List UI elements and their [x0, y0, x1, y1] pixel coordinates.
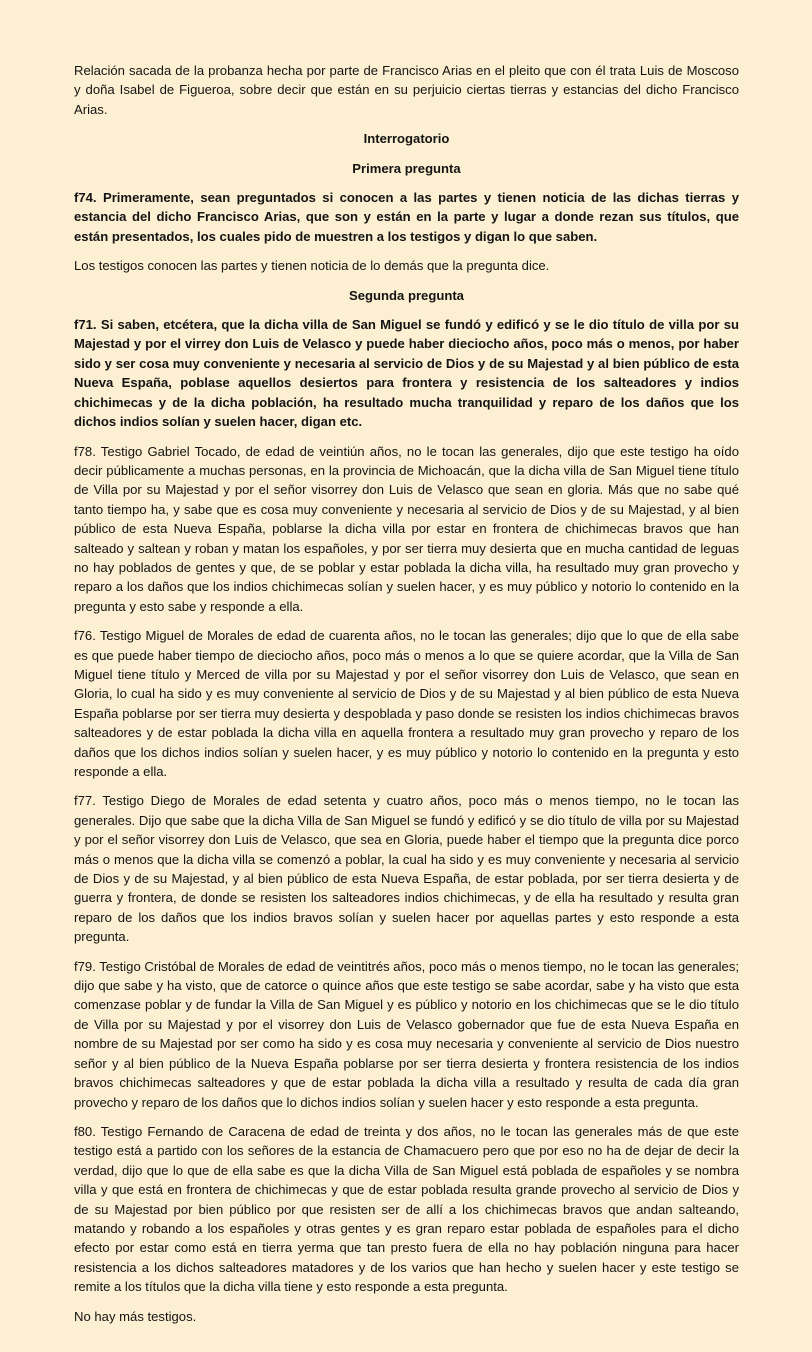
testimony-f79: f79. Testigo Cristóbal de Morales de edad de veintitrés años, poco más o menos tiempo, no le tocan las generales; dijo que sabe y ha visto, que de catorce o quince años que este testigo se sabe acordar, sabe y ha visto que esta comenzase poblar y de fundar la Villa de San Miguel y es público y notorio en los chichimecas que se le dio título de Villa por su Majestad y por el visorrey don Luis de Velasco gobernador que fue de esta Nueva España en nombre de su Majestad por ser como ha sido y es cosa muy necesaria y conveniente al servicio de Dios nuestro señor y al bien público de la Nueva España poblarse por ser tierra desierta y frontera resistencia de los indios bravos chichimecas salteadores y que de estar poblada la dicha villa a resultado y resulta de cada día gran provecho y reparo de los daños que lo dichos indios solían y suelen hacer y esto responde a esta pregunta.	[74, 958, 740, 1110]
intro-paragraph: Relación sacada de la probanza hecha por parte de Francisco Arias en el pleito que con él trata Luis de Moscoso y doña Isabel de Figueroa, sobre decir que están en su perjuicio ciertas tierras y estancias del dicho Francisco Arias.	[74, 63, 739, 117]
testimony-f78: f78. Testigo Gabriel Tocado, de edad de veintiún años, no le tocan las generales, dijo que este testigo ha oído decir públicamente a muchas personas, en la provincia de Michoacán, que la dicha villa de San Miguel tiene título de Villa por su Majestad y por el señor visorrey don Luis de Velasco que sean en gloria. Más que no sabe qué tanto tiempo ha, y sabe que es cosa muy conveniente y necesaria al servicio de Dios y de su Majestad, y al bien público de esta Nueva España, poblarse la dicha villa por estar en frontera de chichimecas bravos que han salteado y saltean y roban y matan los españoles, y por ser tierra muy desierta que en mucha cantidad de leguas no hay poblados de gentes y que, de se poblar y estar poblada la dicha villa, ha resultado muy gran provecho y reparo a los daños que los indios chichimecas solían y suelen hacer, y es muy público y notorio lo contenido en la pregunta y esto sabe y responde a ella.	[74, 443, 739, 614]
testimony-f76: f76. Testigo Miguel de Morales de edad de cuarenta años, no le tocan las generales; dijo que lo que de ella sabe es que puede haber tiempo de dieciocho años, poco más o menos a lo que se quiere acordar, que la Villa de San Miguel tiene título y Merced de villa por su Majestad y por el señor visorrey don Luis de Velasco, que sean en Gloria, lo cual ha sido y es muy conveniente al servicio de Dios y de su Majestad y al bien público de esta Nueva España poblarse por ser tierra muy desierta y despoblada y paso donde se resisten los indios chichimecas bravos salteadores y de estar poblada la dicha villa en aquella frontera a resultado muy gran provecho y reparo de los daños que los dichos indios solían y suelen hacer, y es muy público y notorio lo contenido en la pregunta y esto responde a ella.	[74, 628, 739, 779]
question-1: f74. Primeramente, sean preguntados si conocen a las partes y tienen noticia de las dichas tierras y estancia del dicho Francisco Arias, que son y están en la parte y lugar a donde rezan sus títulos, que están presentados, los cuales pido de muestren a los testigos y digan lo que saben.	[74, 190, 739, 244]
testimony-f80: f80. Testigo Fernando de Caracena de edad de treinta y dos años, no le tocan las generales más de que este testigo está a partido con los señores de la estancia de Chamacuero pero que por eso no ha de dejar de decir la verdad, dijo que lo que de ella sabe es que la dicha Villa de San Miguel está poblada de españoles y se nombra villa y que está en frontera de chichimecas y que de estar poblada resulta grande provecho al servicio de Dios y de su Majestad por bien público por que resisten ser de allí a los chichimecas bravos que andan salteando, matando y robando a los españoles y otras gentes y es gran reparo estar poblada de españoles para el dicho efecto por estar como está en tierra yerma que tan presto fuera de ella no hay población ninguna para hacer resistencia a los dichos salteadores matadores y de los varios que han hecho y suelen hacer y este testigo se remite a los títulos que la dicha villa tiene y esto responde a esta pregunta.	[74, 1123, 739, 1295]
heading-interrogatorio: Interrogatorio	[363, 131, 450, 147]
testimony-f77: f77. Testigo Diego de Morales de edad setenta y cuatro años, poco más o menos tiempo, no le tocan las generales. Dijo que sabe que la dicha Villa de San Miguel se fundó y edificó y se dio título de villa por su Majestad y por el señor visorrey don Luis de Velasco, que sea en Gloria, puede haber el tiempo que la pregunta dice porco más o menos que la dicha villa se comenzó a poblar, la cual ha sido y es muy conveniente y necesaria al servicio de Dios y de su Majestad, y al bien público de esta Nueva España, de estar poblada, por ser tierra desierta y de guerra y frontera, de donde se resisten los salteadores indios chichimecas, y de ella ha resultado y resulta gran reparo de los daños que los indios bravos solían y suelen hacer por aquellas partes y esto responde a esta pregunta.	[74, 793, 739, 945]
question-2: f71. Si saben, etcétera, que la dicha villa de San Miguel se fundó y edificó y se le dio título de villa por su Majestad y por el virrey don Luis de Velasco y puede haber dieciocho años, poco más o menos, por haber sido y ser cosa muy conveniente y necesaria al servicio de Dios y de su Majestad y al bien público de esta Nueva España, poblase aquellos desiertos para frontera y resistencia de los salteadores y indios chichimecas y de la dicha población, ha resultado mucha tranquilidad y reparo de los daños que los dichos indios solían y suelen hacer, digan etc.	[74, 317, 739, 430]
answer-1: Los testigos conocen las partes y tienen noticia de lo demás que la pregunta dice.	[74, 258, 550, 274]
heading-primera-pregunta: Primera pregunta	[352, 160, 461, 176]
closing-line: No hay más testigos.	[74, 1308, 197, 1324]
heading-segunda-pregunta: Segunda pregunta	[349, 287, 464, 303]
